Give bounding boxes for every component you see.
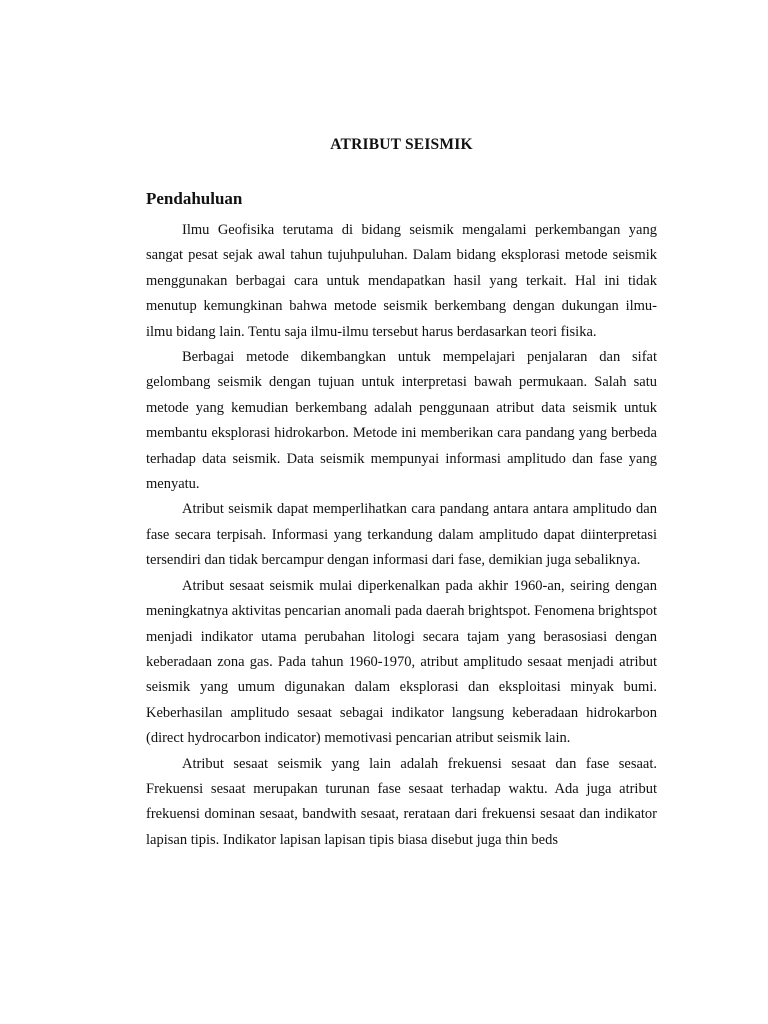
paragraph-2: Berbagai metode dikembangkan untuk mempelajari penjalaran dan sifat gelombang seismik dengan tujuan untuk interpretasi bawah permukaan. Salah satu metode yang kemudian berkembang adalah penggunaan atribut data seismik untuk membantu eksplorasi hidrokarbon. Metode ini memberikan cara pandang yang berbeda terhadap data seismik. Data seismik mempunyai informasi amplitudo dan fase yang menyatu. [146, 349, 657, 493]
paragraph-4: Atribut sesaat seismik mulai diperkenalkan pada akhir 1960-an, seiring dengan meningkatnya aktivitas pencarian anomali pada daerah brightspot. Fenomena brightspot menjadi indikator utama perubahan litologi secara tajam yang berasosiasi dengan keberadaan zona gas. Pada tahun 1960-1970, atribut amplitudo sesaat menjadi atribut seismik yang umum digunakan dalam eksplorasi dan eksploitasi minyak bumi. Keberhasilan amplitudo sesaat sebagai indikator langsung keberadaan hidrokarbon (direct hydrocarbon indicator) memotivasi pencarian atribut seismik lain. [146, 577, 657, 747]
paragraph-1: Ilmu Geofisika terutama di bidang seismik mengalami perkembangan yang sangat pesat sejak awal tahun tujuhpuluhan. Dalam bidang eksplorasi metode seismik menggunakan berbagai cara untuk mendapatkan hasil yang terkait. Hal ini tidak menutup kemungkinan bahwa metode seismik berkembang dengan dukungan ilmu-ilmu bidang lain. Tentu saja ilmu-ilmu tersebut harus berdasarkan teori fisika. [146, 222, 657, 340]
section-heading: Pendahuluan [146, 189, 243, 208]
body-text [146, 218, 657, 853]
paragraph-5: Atribut sesaat seismik yang lain adalah frekuensi sesaat dan fase sesaat. Frekuensi sesaat merupakan turunan fase sesaat terhadap waktu. Ada juga atribut frekuensi dominan sesaat, bandwith sesaat, rerataan dari frekuensi sesaat dan indikator lapisan tipis. Indikator lapisan lapisan tipis biasa disebut juga thin beds [146, 755, 657, 848]
document-title: ATRIBUT SEISMIK [330, 136, 473, 153]
paragraph-3: Atribut seismik dapat memperlihatkan cara pandang antara antara amplitudo dan fase secara terpisah. Informasi yang terkandung dalam amplitudo dapat diinterpretasi tersendiri dan tidak bercampur dengan informasi dari fase, demikian juga sebaliknya. [146, 501, 657, 569]
